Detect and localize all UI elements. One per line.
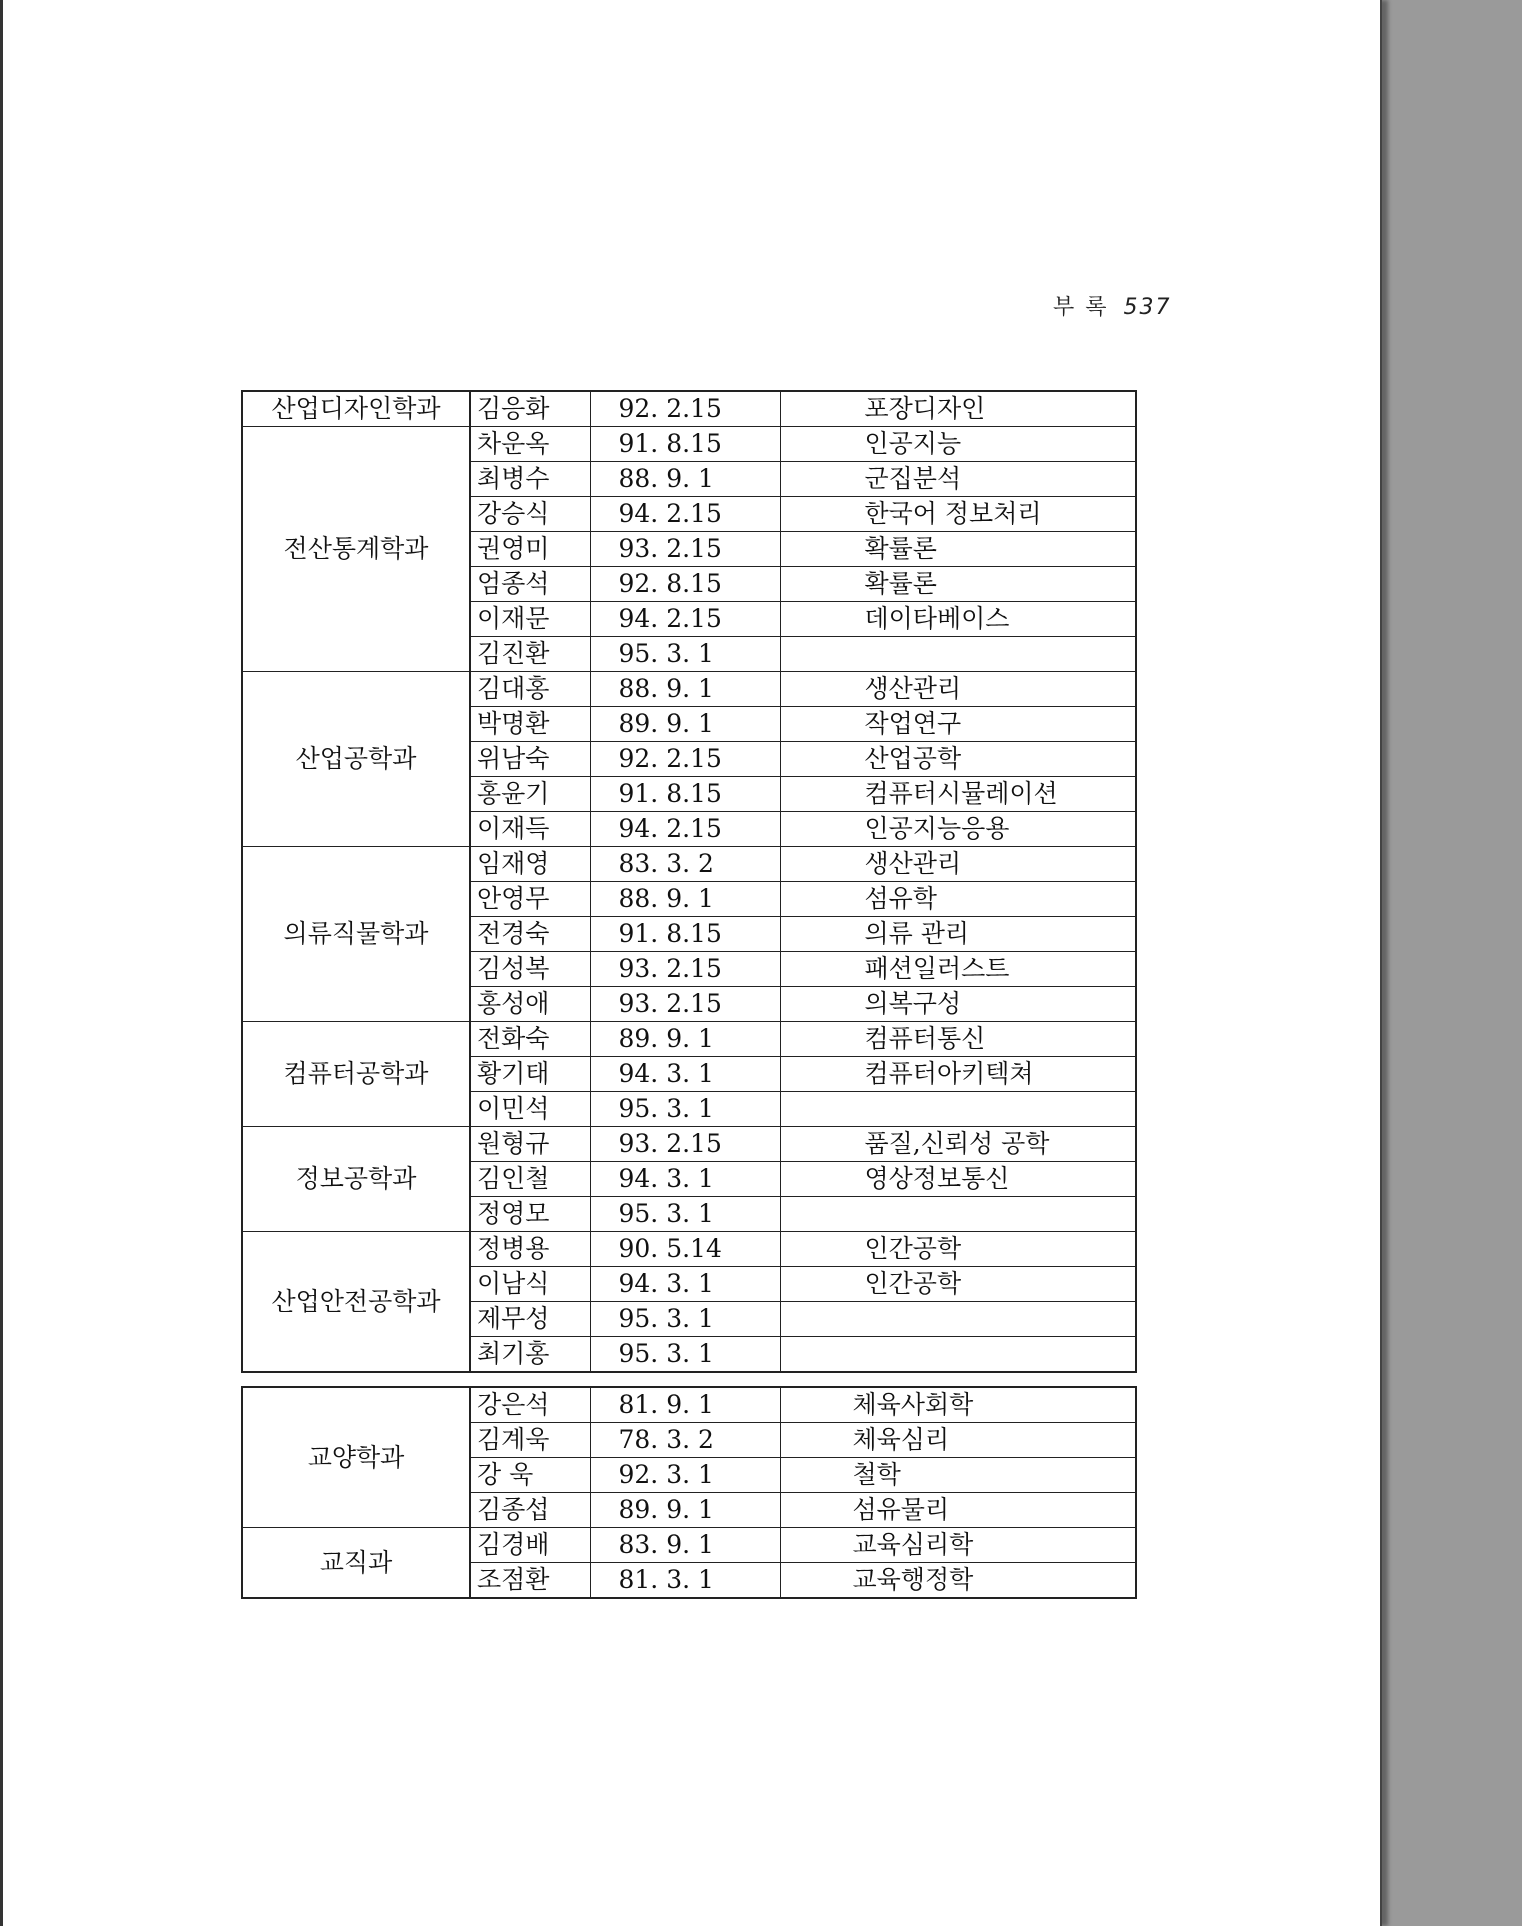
date-cell: 89. 9. 1	[590, 1022, 780, 1057]
name-cell: 김종섭	[470, 1493, 590, 1528]
name-cell: 홍윤기	[470, 777, 590, 812]
date-cell: 91. 8.15	[590, 917, 780, 952]
date-cell: 93. 2.15	[590, 1127, 780, 1162]
field-cell: 포장디자인	[780, 391, 1136, 427]
field-cell: 의류 관리	[780, 917, 1136, 952]
date-cell: 95. 3. 1	[590, 1092, 780, 1127]
table-row	[242, 672, 1136, 707]
field-cell: 한국어 정보처리	[780, 497, 1136, 532]
name-cell: 정병용	[470, 1232, 590, 1267]
date-cell: 89. 9. 1	[590, 707, 780, 742]
date-cell: 90. 5.14	[590, 1232, 780, 1267]
name-cell: 제무성	[470, 1302, 590, 1337]
field-cell: 교육심리학	[780, 1528, 1136, 1563]
date-cell: 92. 2.15	[590, 391, 780, 427]
name-cell: 엄종석	[470, 567, 590, 602]
date-cell: 94. 2.15	[590, 812, 780, 847]
field-cell: 체육사회학	[780, 1387, 1136, 1423]
date-cell: 88. 9. 1	[590, 672, 780, 707]
name-cell: 이재득	[470, 812, 590, 847]
name-cell: 김경배	[470, 1528, 590, 1563]
name-cell: 강은석	[470, 1387, 590, 1423]
field-cell: 데이타베이스	[780, 602, 1136, 637]
date-cell: 93. 2.15	[590, 952, 780, 987]
field-cell: 의복구성	[780, 987, 1136, 1022]
name-cell: 정영모	[470, 1197, 590, 1232]
department-cell: 산업안전공학과	[242, 1232, 470, 1373]
date-cell: 94. 2.15	[590, 602, 780, 637]
field-cell	[780, 637, 1136, 672]
name-cell: 김응화	[470, 391, 590, 427]
field-cell: 인간공학	[780, 1232, 1136, 1267]
field-cell: 체육심리	[780, 1423, 1136, 1458]
department-cell: 교양학과	[242, 1387, 470, 1528]
date-cell: 95. 3. 1	[590, 1197, 780, 1232]
field-cell	[780, 1197, 1136, 1232]
date-cell: 94. 3. 1	[590, 1162, 780, 1197]
table-row	[242, 1127, 1136, 1162]
name-cell: 강승식	[470, 497, 590, 532]
name-cell: 안영무	[470, 882, 590, 917]
table-row	[242, 1387, 1136, 1423]
name-cell: 김계욱	[470, 1423, 590, 1458]
field-cell: 생산관리	[780, 847, 1136, 882]
field-cell: 군집분석	[780, 462, 1136, 497]
date-cell: 94. 3. 1	[590, 1267, 780, 1302]
date-cell: 94. 2.15	[590, 497, 780, 532]
date-cell: 89. 9. 1	[590, 1493, 780, 1528]
department-cell: 산업공학과	[242, 672, 470, 847]
date-cell: 92. 8.15	[590, 567, 780, 602]
department-cell: 산업디자인학과	[242, 391, 470, 427]
field-cell: 영상정보통신	[780, 1162, 1136, 1197]
table-row	[242, 1528, 1136, 1563]
faculty-table-main	[241, 390, 1137, 1373]
table-row	[242, 847, 1136, 882]
date-cell: 93. 2.15	[590, 987, 780, 1022]
name-cell: 최기홍	[470, 1337, 590, 1373]
field-cell	[780, 1337, 1136, 1373]
field-cell: 작업연구	[780, 707, 1136, 742]
field-cell: 산업공학	[780, 742, 1136, 777]
field-cell: 인공지능응용	[780, 812, 1136, 847]
name-cell: 위남숙	[470, 742, 590, 777]
date-cell: 94. 3. 1	[590, 1057, 780, 1092]
name-cell: 이민석	[470, 1092, 590, 1127]
name-cell: 김대홍	[470, 672, 590, 707]
date-cell: 95. 3. 1	[590, 637, 780, 672]
name-cell: 김성복	[470, 952, 590, 987]
field-cell: 철학	[780, 1458, 1136, 1493]
date-cell: 88. 9. 1	[590, 462, 780, 497]
field-cell	[780, 1092, 1136, 1127]
name-cell: 홍성애	[470, 987, 590, 1022]
name-cell: 황기태	[470, 1057, 590, 1092]
date-cell: 81. 9. 1	[590, 1387, 780, 1423]
department-cell: 전산통계학과	[242, 427, 470, 672]
field-cell: 교육행정학	[780, 1563, 1136, 1599]
name-cell: 차운옥	[470, 427, 590, 462]
field-cell: 인공지능	[780, 427, 1136, 462]
department-cell: 컴퓨터공학과	[242, 1022, 470, 1127]
name-cell: 권영미	[470, 532, 590, 567]
date-cell: 92. 2.15	[590, 742, 780, 777]
name-cell: 김진환	[470, 637, 590, 672]
field-cell: 확률론	[780, 532, 1136, 567]
date-cell: 93. 2.15	[590, 532, 780, 567]
field-cell: 확률론	[780, 567, 1136, 602]
field-cell: 생산관리	[780, 672, 1136, 707]
name-cell: 이남식	[470, 1267, 590, 1302]
name-cell: 김인철	[470, 1162, 590, 1197]
name-cell: 전경숙	[470, 917, 590, 952]
field-cell	[780, 1302, 1136, 1337]
date-cell: 81. 3. 1	[590, 1563, 780, 1599]
name-cell: 강 욱	[470, 1458, 590, 1493]
field-cell: 섬유학	[780, 882, 1136, 917]
field-cell: 품질,신뢰성 공학	[780, 1127, 1136, 1162]
date-cell: 95. 3. 1	[590, 1337, 780, 1373]
department-cell: 정보공학과	[242, 1127, 470, 1232]
faculty-table-general	[241, 1386, 1137, 1599]
date-cell: 78. 3. 2	[590, 1423, 780, 1458]
name-cell: 박명환	[470, 707, 590, 742]
date-cell: 88. 9. 1	[590, 882, 780, 917]
name-cell: 임재영	[470, 847, 590, 882]
name-cell: 원형규	[470, 1127, 590, 1162]
name-cell: 최병수	[470, 462, 590, 497]
page-header	[1053, 290, 1172, 321]
department-cell: 교직과	[242, 1528, 470, 1599]
header-label: 부 록	[1053, 295, 1109, 320]
faculty-table-general-body	[242, 1387, 1136, 1598]
date-cell: 95. 3. 1	[590, 1302, 780, 1337]
table-row	[242, 1022, 1136, 1057]
name-cell: 조점환	[470, 1563, 590, 1599]
field-cell: 컴퓨터시뮬레이션	[780, 777, 1136, 812]
page-number: 537	[1123, 295, 1172, 320]
name-cell: 이재문	[470, 602, 590, 637]
date-cell: 91. 8.15	[590, 777, 780, 812]
faculty-table-main-body	[242, 391, 1136, 1372]
field-cell: 컴퓨터통신	[780, 1022, 1136, 1057]
field-cell: 섬유물리	[780, 1493, 1136, 1528]
date-cell: 91. 8.15	[590, 427, 780, 462]
date-cell: 83. 3. 2	[590, 847, 780, 882]
field-cell: 패션일러스트	[780, 952, 1136, 987]
field-cell: 인간공학	[780, 1267, 1136, 1302]
department-cell: 의류직물학과	[242, 847, 470, 1022]
field-cell: 컴퓨터아키텍쳐	[780, 1057, 1136, 1092]
name-cell: 전화숙	[470, 1022, 590, 1057]
table-row	[242, 391, 1136, 427]
date-cell: 83. 9. 1	[590, 1528, 780, 1563]
date-cell: 92. 3. 1	[590, 1458, 780, 1493]
table-row	[242, 1232, 1136, 1267]
table-row	[242, 427, 1136, 462]
